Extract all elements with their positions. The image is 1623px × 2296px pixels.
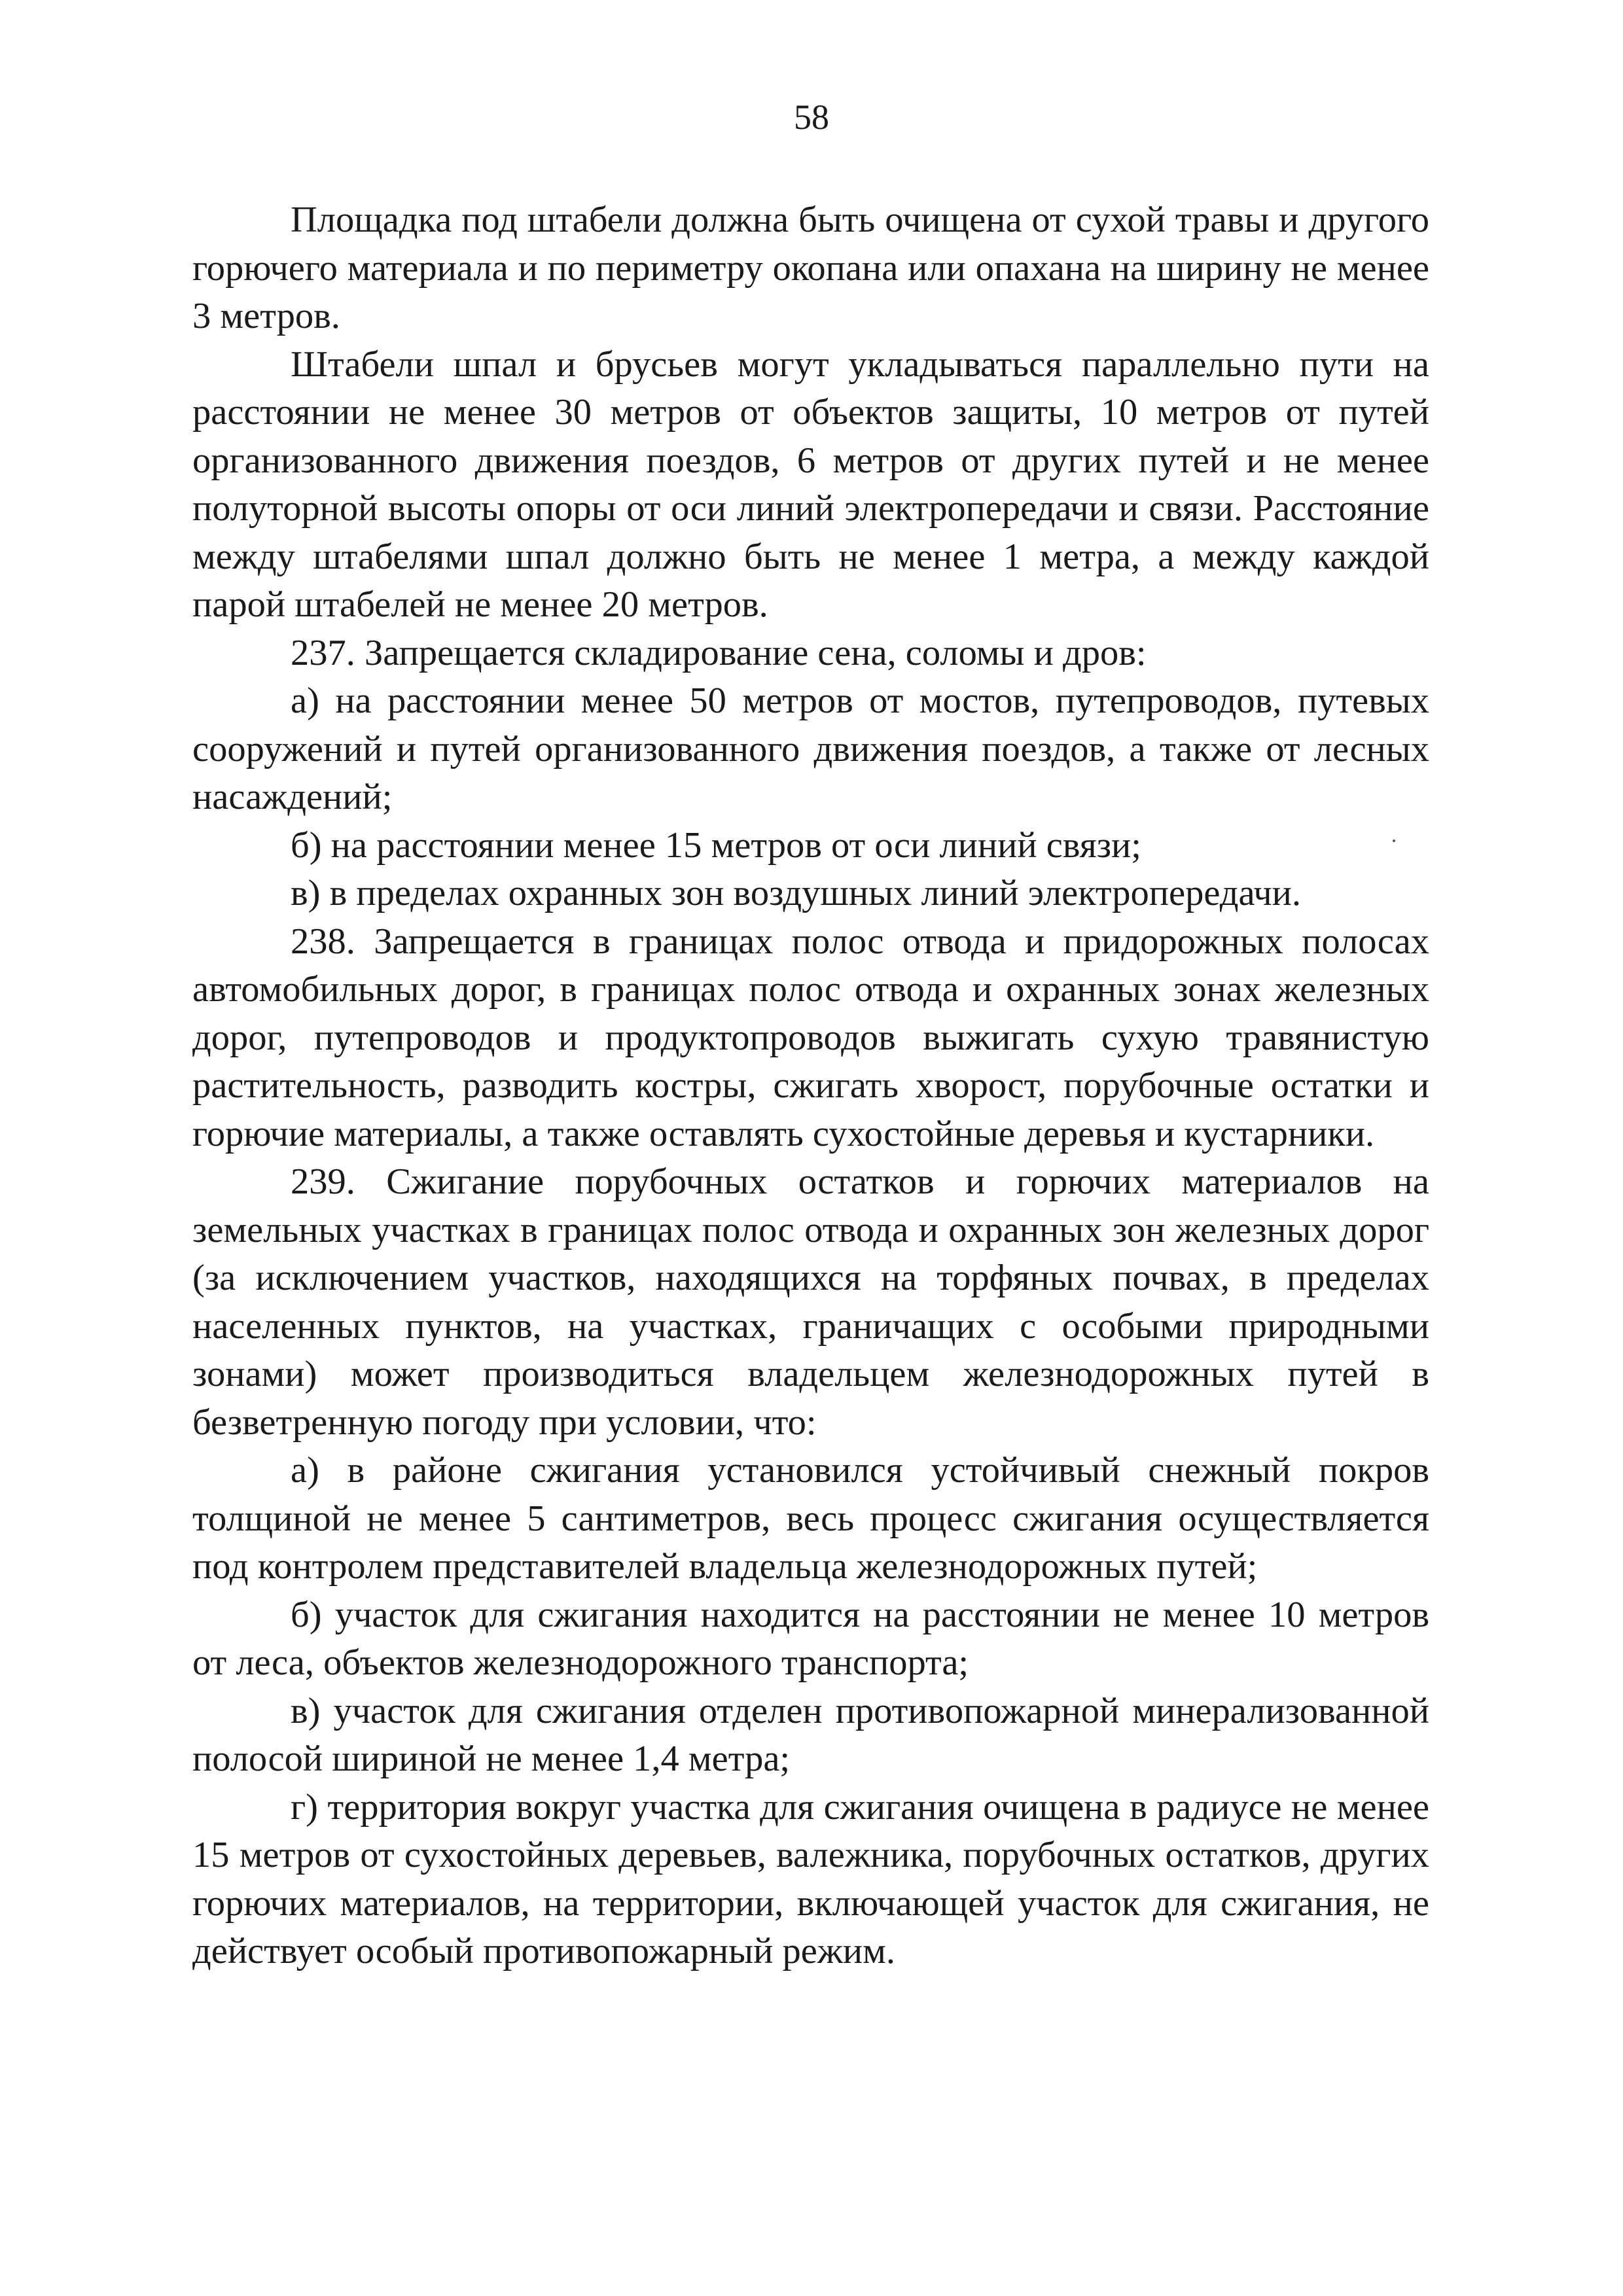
paragraph-stacks-placement: Штабели шпал и брусьев могут укладываться параллельно пути на расстоянии не менее 30 метров от объектов защиты, 10 метров от путей организованного движения поездов, 6 метров от других путей и не менее полуторной высоты опоры от оси линий электропередачи и связи. Расстояние между штабелями шпал должно быть не менее 1 метра, а между каждой парой штабелей не менее 20 метров.	[192, 344, 1429, 625]
paragraph-clause-239-b: б) участок для сжигания находится на расстоянии не менее 10 метров от леса, объектов железнодорожного транспорта;	[192, 1594, 1429, 1683]
paragraph-clause-237: 237. Запрещается складирование сена, соломы и дров:	[291, 632, 1147, 673]
paragraph-site-clearing: Площадка под штабели должна быть очищена от сухой травы и другого горючего материала и по периметру окопана или опахана на ширину не менее 3 метров.	[192, 200, 1429, 336]
paragraph-clause-239: 239. Сжигание порубочных остатков и горючих материалов на земельных участках в границах полос отвода и охранных зон железных дорог (за исключением участков, находящихся на торфяных почвах, в пределах населенных пунктов, на участках, граничащих с особыми природными зонами) может производиться владельцем железнодорожных путей в безветренную погоду при условии, что:	[192, 1161, 1429, 1443]
paragraph-clause-237-b: б) на расстоянии менее 15 метров от оси линий связи;	[291, 824, 1141, 866]
scan-speck	[1393, 839, 1395, 842]
paragraph-clause-238: 238. Запрещается в границах полос отвода и придорожных полосах автомобильных дорог, в границах полос отвода и охранных зонах железных дорог, путепроводов и продуктопроводов выжигать сухую травянистую растительность, разводить костры, сжигать хворост, порубочные остатки и горючие материалы, а также оставлять сухостойные деревья и кустарники.	[192, 921, 1429, 1154]
body-text	[192, 196, 1429, 1976]
page-number: 58	[794, 97, 829, 137]
paragraph-clause-239-v: в) участок для сжигания отделен противопожарной минерализованной полосой шириной не менее 1,4 метра;	[192, 1690, 1429, 1779]
paragraph-clause-239-a: а) в районе сжигания установился устойчивый снежный покров толщиной не менее 5 сантиметров, весь процесс сжигания осуществляется под контролем представителей владельца железнодорожных путей;	[192, 1450, 1429, 1587]
paragraph-clause-237-a: а) на расстоянии менее 50 метров от мостов, путепроводов, путевых сооружений и путей организованного движения поездов, а также от лесных насаждений;	[192, 680, 1429, 817]
paragraph-clause-239-g: г) территория вокруг участка для сжигания очищена в радиусе не менее 15 метров от сухостойных деревьев, валежника, порубочных остатков, других горючих материалов, на территории, включающей участок для сжигания, не действует особый противопожарный режим.	[192, 1786, 1429, 1971]
paragraph-clause-237-v: в) в пределах охранных зон воздушных линий электропередачи.	[291, 873, 1302, 913]
